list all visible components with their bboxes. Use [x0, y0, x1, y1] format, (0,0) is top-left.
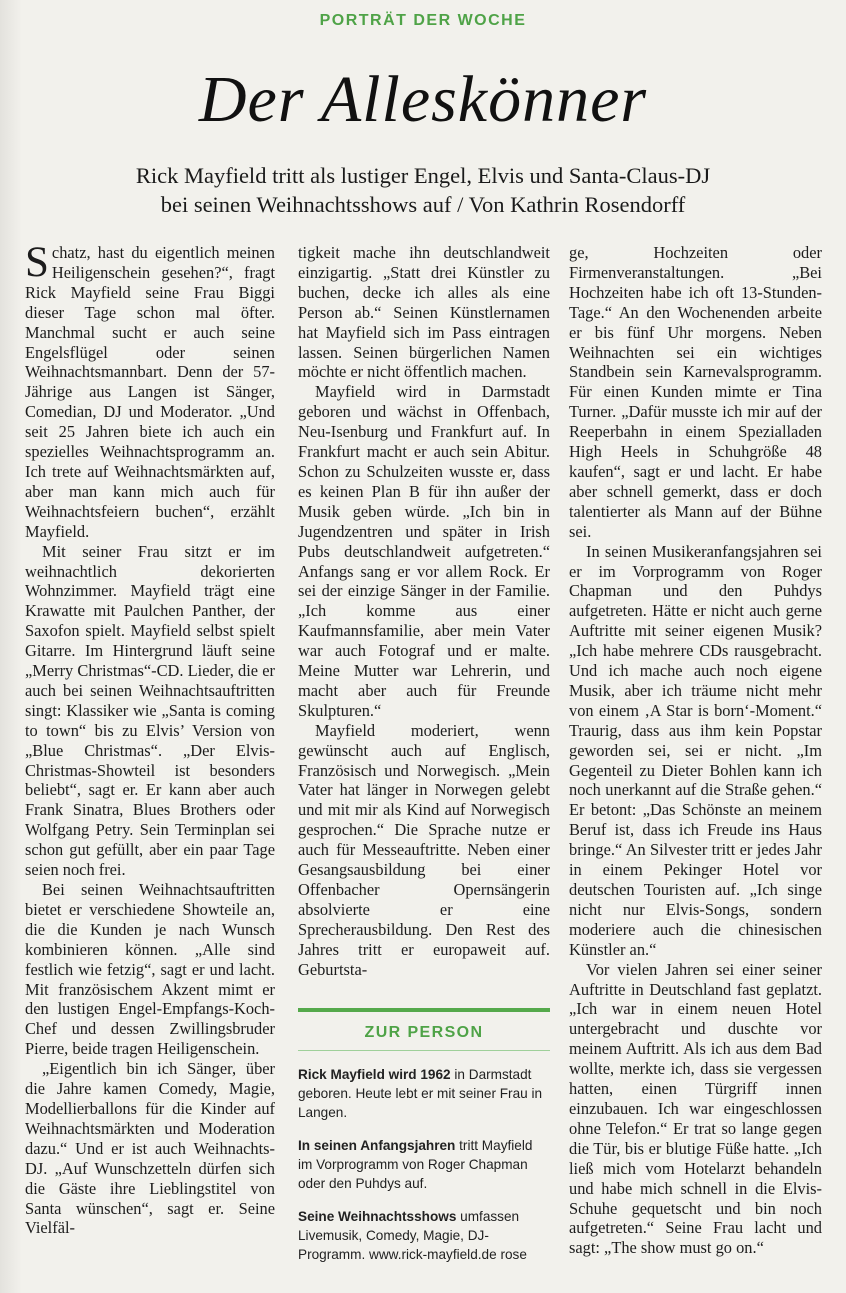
article-column-2 [298, 243, 550, 980]
paragraph: Mayfield wird in Darmstadt geboren und wächst in Offenbach, Neu-Isenburg und Frankfurt auf. In Frankfurt macht er auch sein Abitur. Schon zu Schulzeiten wusste er, dass es keinen Plan B für ihn außer der Musik geben würde. „Ich bin in Jugendzentren und später in Irish Pubs deutschlandweit aufgetreten.“ Anfangs sang er vor allem Rock. Er sei der einzige Sänger in der Familie. „Ich komme aus einer Kaufmannsfamilie, aber mein Vater war auch Fotograf und er malte. Meine Mutter war Lehrerin, und macht aber auch für Freunde Skulpturen.“ [298, 382, 550, 720]
paragraph: „Eigentlich bin ich Sänger, über die Jahre kamen Comedy, Magie, Modellierballons für die Kinder auf Weihnachtsmärkten und Moderation dazu.“ Und er ist auch Weihnachts-DJ. „Auf Wunschzetteln dürfen sich die Gäste ihre Lieblingstitel von Santa wünschen“, sagt er. Seine Vielfäl- [25, 1059, 275, 1238]
paragraph [25, 239, 275, 542]
entry-lead: Rick Mayfield wird 1962 [298, 1067, 451, 1082]
article-headline: Der Alleskönner [198, 63, 648, 136]
page-edge-shadow [0, 0, 22, 1293]
info-box-entry [298, 1065, 550, 1122]
paragraph: Vor vielen Jahren sei einer seiner Auftritte in Deutschland fast geplatzt. „Ich war in einem neuen Hotel untergebracht und duschte vor meinem Auftritt. Als ich aus dem Bad wollte, merkte ich, dass sie vergessen hatten, einen Türgriff innen einzubauen. Ich war eingeschlossen ohne Telefon.“ Er trat so lange gegen die Tür, bis er blutige Füße hatte. „Ich ließ mich vom Hotelarzt behandeln und habe mich schnell in die Elvis-Schuhe gequetscht und bin noch aufgetreten.“ Seine Frau lacht und sagt: „The show must go on.“ [569, 959, 822, 1258]
paragraph: Mit seiner Frau sitzt er im weihnachtlich dekorierten Wohnzimmer. Mayfield trägt eine Krawatte mit Paulchen Panther, der Saxofon spielt. Mayfield selbst spielt Gitarre. Im Hintergrund läuft seine „Merry Christmas“-CD. Lieder, die er auch bei seinen Weihnachtsauftritten singt: Klassiker wie „Santa is coming to town“ bis zu Elvis’ Version von „Blue Christmas“. „Der Elvis-Christmas-Showteil ist besonders beliebt“, sagt er. Er kann aber auch Frank Sinatra, Blues Brothers oder Wolfgang Petry. Sein Terminplan sei schon gut gefüllt, aber ein paar Tage seien noch frei. [25, 541, 275, 880]
article-subheadline [40, 161, 806, 219]
entry-lead: In seinen Anfangsjahren [298, 1138, 456, 1153]
subhead-line-2: bei seinen Weihnachtsshows auf / Von Kathrin Rosendorff [160, 192, 686, 217]
article-column-1 [25, 239, 275, 1238]
paragraph: Bei seinen Weihnachtsauftritten bietet er verschiedene Showteile an, die die Kunden je nach Wunsch kombinieren können. „Alle sind festlich wie fetzig“, sagt er und lacht. Mit französischem Akzent mimt er den lustigen Engel-Empfangs-Koch-Chef und dessen Zwillingsbruder Pierre, beide tragen Heiligenschein. [25, 880, 275, 1059]
info-box-entry [298, 1136, 550, 1193]
paragraph-text: chatz, hast du eigentlich meinen Heiligenschein gesehen?“, fragt Rick Mayfield seine Frau Biggi dieser Tage schon mal öfter. Manchmal sucht er auch seine Engelsflügel oder seinen Weihnachtsmannbart. Denn der 57-Jährige aus Langen ist Sänger, Comedian, DJ und Moderator. „Und seit 25 Jahren biete ich auch ein spezielles Weihnachtsprogramm an. Ich trete auf Weihnachtsmärkten auf, aber man kann mich auch für Weihnachtsfeiern buchen“, erzählt Mayfield. [25, 243, 275, 541]
drop-cap: S [25, 239, 49, 286]
info-box-title: ZUR PERSON [298, 1024, 550, 1051]
entry-lead: Seine Weihnachtsshows [298, 1209, 457, 1224]
paragraph: tigkeit mache ihn deutschlandweit einzigartig. „Statt drei Künstler zu buchen, decke ich alles als eine Person ab.“ Seinen Künstlernamen hat Mayfield sich im Pass eintragen lassen. Seinen bürgerlichen Namen möchte er nicht öffentlich machen. [298, 243, 550, 382]
paragraph: In seinen Musikeranfangsjahren sei er im Vorprogramm von Roger Chapman und den Puhdys aufgetreten. Hätte er nicht auch gerne Auftritte mit seiner eigenen Musik? „Ich habe mehrere CDs rausgebracht. Und ich mache auch noch eigene Musik, aber ich träume nicht mehr von einem ‚A Star is born‘-Moment.“ Traurig, dass aus ihm kein Popstar geworden sei, sei er nicht. „Im Gegenteil zu Dieter Bohlen kann ich noch unerkannt auf die Straße gehen.“ Er betont: „Das Schönste an meinem Beruf ist, dass ich Freude ins Haus bringe.“ An Silvester tritt er jedes Jahr in einem Pekinger Hotel vor deutschen Touristen auf. „Ich singe nicht nur Elvis-Songs, sondern moderiere auch die chinesischen Künstler an.“ [569, 541, 822, 959]
info-box-zur-person [298, 1008, 550, 1264]
entry-text: tritt Mayfield im Vorprogramm von Roger Chapman oder den Puhdys auf. [298, 1138, 533, 1191]
info-box-entry [298, 1207, 550, 1264]
paragraph: Mayfield moderiert, wenn gewünscht auch auf Englisch, Französisch und Norwegisch. „Mein Vater hat länger in Norwegen gelebt und mit mir als Kind auf Norwegisch gesprochen.“ Die Sprache nutze er auch für Messeauftritte. Neben einer Gesangsausbildung bei einer Offenbacher Opernsängerin absolvierte er eine Sprecherausbildung. Den Rest des Jahres tritt er europaweit auf. Geburtsta- [298, 720, 550, 979]
article-column-3 [569, 243, 822, 1258]
section-kicker: PORTRÄT DER WOCHE [319, 12, 527, 29]
paragraph: ge, Hochzeiten oder Firmenveranstaltungen. „Bei Hochzeiten habe ich oft 13-Stunden-Tage.“ An den Wochenenden arbeite er bis fünf Uhr morgens. Neben Weihnachten sei ein wichtiges Standbein sein Karnevalsprogramm. Für einen Kunden mimte er Tina Turner. „Dafür musste ich mir auf der Reeperbahn in einem Spezialladen High Heels in Schuhgröße 48 kaufen“, sagt er und lacht. Er habe aber schnell gemerkt, dass er doch talentierter als Mann auf der Bühne sei. [569, 243, 822, 541]
entry-text: umfassen Livemusik, Comedy, Magie, DJ-Programm. www.rick-mayfield.de rose [298, 1209, 527, 1262]
subhead-line-1: Rick Mayfield tritt als lustiger Engel, Elvis und Santa-Claus-DJ [135, 163, 711, 188]
entry-text: in Darmstadt geboren. Heute lebt er mit seiner Frau in Langen. [298, 1067, 543, 1120]
